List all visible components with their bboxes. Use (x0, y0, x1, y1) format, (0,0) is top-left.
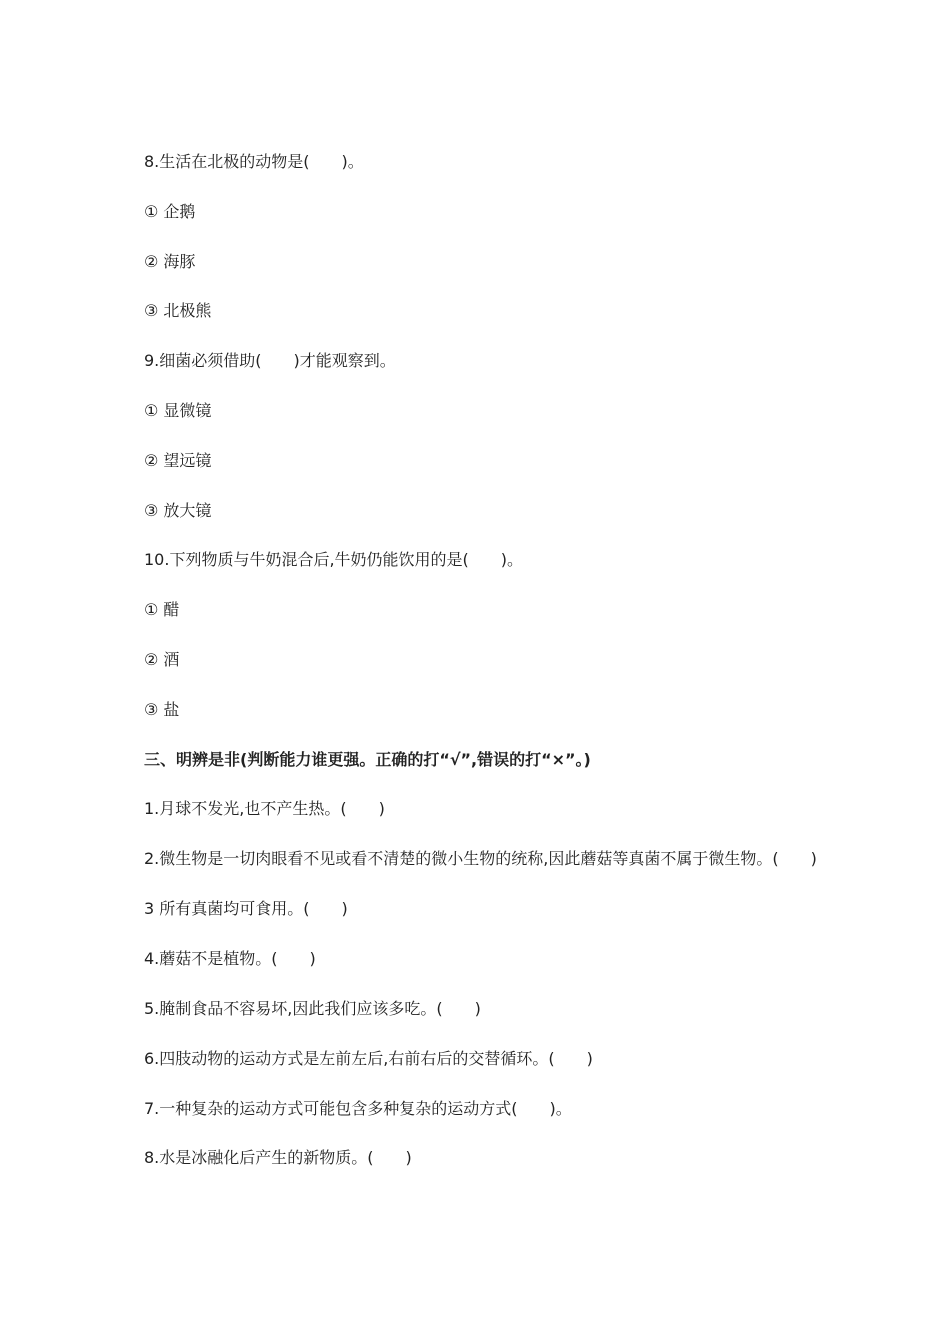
option-10-1: ① 醋 (144, 600, 180, 620)
judgement-7: 7.一种复杂的运动方式可能包含多种复杂的运动方式( )。 (144, 1098, 572, 1118)
judgement-1: 1.月球不发光,也不产生热。( ) (144, 799, 385, 819)
option-10-3: ③ 盐 (144, 699, 180, 719)
question-9: 9.细菌必须借助( )才能观察到。 (144, 351, 396, 371)
option-8-1: ① 企鹅 (144, 201, 196, 221)
option-9-3: ③ 放大镜 (144, 500, 212, 520)
section-3-heading: 三、明辨是非(判断能力谁更强。正确的打“√”,错误的打“×”。) (144, 749, 591, 769)
option-10-2: ② 酒 (144, 649, 180, 669)
judgement-4: 4.蘑菇不是植物。( ) (144, 949, 316, 969)
judgement-5: 5.腌制食品不容易坏,因此我们应该多吃。( ) (144, 999, 481, 1019)
option-9-1: ① 显微镜 (144, 400, 212, 420)
judgement-8: 8.水是冰融化后产生的新物质。( ) (144, 1148, 412, 1168)
question-10: 10.下列物质与牛奶混合后,牛奶仍能饮用的是( )。 (144, 550, 524, 570)
question-8: 8.生活在北极的动物是( )。 (144, 152, 364, 171)
option-8-2: ② 海豚 (144, 251, 196, 271)
option-8-3: ③ 北极熊 (144, 301, 212, 321)
judgement-3: 3 所有真菌均可食用。( ) (144, 899, 348, 919)
judgement-2: 2.微生物是一切肉眼看不见或看不清楚的微小生物的统称,因此蘑菇等真菌不属于微生物。( ) (144, 849, 817, 869)
document-page (144, 150, 824, 1196)
judgement-6: 6.四肢动物的运动方式是左前左后,右前右后的交替循环。( ) (144, 1048, 593, 1068)
option-9-2: ② 望远镜 (144, 450, 212, 470)
